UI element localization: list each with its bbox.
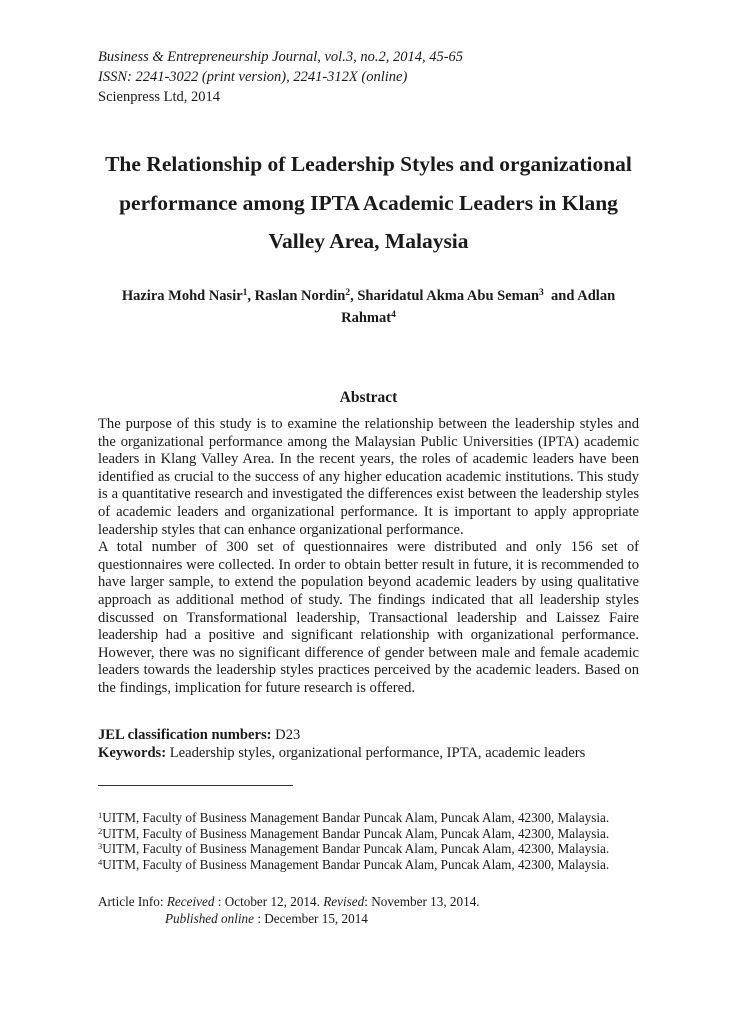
journal-citation: Business & Entrepreneurship Journal, vol.3, no.2, 2014, 45-65 bbox=[98, 49, 464, 65]
affiliation-mark: 4 bbox=[391, 310, 396, 320]
keywords bbox=[98, 744, 585, 762]
abstract-heading: Abstract bbox=[339, 389, 398, 406]
abstract-body bbox=[98, 416, 639, 698]
article-dates-line bbox=[98, 893, 480, 910]
footnote-mark: 1 bbox=[98, 810, 103, 820]
author-name: Sharidatul Akma Abu Seman bbox=[357, 288, 540, 304]
footnote-mark: 2 bbox=[98, 825, 103, 836]
received-date: : October 12, 2014. bbox=[214, 894, 324, 909]
author-name: Adlan bbox=[577, 288, 616, 304]
abstract-paragraph: A total number of 300 set of questionnaires were distributed and only 156 set of questionnaires were collected. In order to obtain better result in future, it is recommended to have larger sample, to extend the population beyond academic leaders by using qualitative approach as additional method of study. The findings indicated that all leadership styles discussed on Transformational leadership, Transactional leadership and Laissez Faire leadership had a positive and significant relationship with organizational performance. However, there was no significant difference of gender between male and female academic leaders towards the leadership styles practices perceived by the academic leaders. Based on the findings, implication for future research is offered. bbox=[98, 539, 639, 696]
article-info-label: Article Info: bbox=[98, 894, 167, 909]
footnote bbox=[98, 857, 609, 873]
author-separator: and bbox=[543, 288, 578, 304]
author-separator: , bbox=[247, 288, 255, 304]
footnote-mark: 3 bbox=[98, 841, 103, 851]
revised-date: : November 13, 2014. bbox=[364, 894, 480, 909]
jel-classification bbox=[98, 726, 585, 744]
footnote-text: UITM, Faculty of Business Management Bandar Puncak Alam, Puncak Alam, 42300, Malaysia. bbox=[102, 841, 610, 856]
footnote-text: UITM, Faculty of Business Management Bandar Puncak Alam, Puncak Alam, 42300, Malaysia. bbox=[102, 856, 610, 872]
footnote-text: UITM, Faculty of Business Management Bandar Puncak Alam, Puncak Alam, 42300, Malaysia. bbox=[102, 825, 610, 841]
author-name: Hazira Mohd Nasir bbox=[121, 288, 243, 304]
jel-value: D23 bbox=[271, 727, 301, 743]
revised-label: Revised bbox=[323, 894, 365, 909]
abstract-paragraph: The purpose of this study is to examine the relationship between the leadership styles and the organizational performance among the Malaysian Public Universities (IPTA) academic leaders in Klang Valley Area. In the recent years, the roles of academic leaders have been identified as crucial to the success of any higher education academic institutions. This study is a quantitative research and investigated the differences exist between the leadership styles of academic leaders and organizational performance. It is important to apply appropriate leadership styles that can enhance organizational performance. bbox=[98, 416, 639, 538]
published-label: Published online bbox=[165, 911, 255, 926]
affiliation-mark: 1 bbox=[242, 288, 248, 298]
footnote bbox=[98, 810, 609, 826]
publisher-line: Scienpress Ltd, 2014 bbox=[98, 89, 221, 105]
affiliation-mark: 3 bbox=[539, 288, 544, 298]
keywords-label: Keywords: bbox=[98, 745, 167, 761]
footnotes bbox=[98, 810, 609, 872]
footnote bbox=[98, 826, 609, 842]
received-label: Received bbox=[166, 894, 215, 909]
author-name: Raslan Nordin bbox=[254, 288, 346, 304]
published-date: : December 15, 2014 bbox=[254, 911, 368, 926]
footnote bbox=[98, 841, 609, 857]
paper-title bbox=[98, 145, 639, 261]
classification-block bbox=[98, 726, 585, 762]
footnote-text: UITM, Faculty of Business Management Bandar Puncak Alam, Puncak Alam, 42300, Malaysia. bbox=[102, 810, 610, 825]
title-line: performance among IPTA Academic Leaders in Klang bbox=[119, 190, 618, 215]
footnote-mark: 4 bbox=[98, 856, 103, 867]
journal-header bbox=[98, 47, 463, 107]
issn-line: ISSN: 2241-3022 (print version), 2241-312X (online) bbox=[98, 69, 408, 85]
title-line: Valley Area, Malaysia bbox=[268, 229, 469, 253]
author-list bbox=[98, 285, 639, 329]
affiliation-mark: 2 bbox=[345, 288, 351, 298]
keywords-value: Leadership styles, organizational performance, IPTA, academic leaders bbox=[166, 745, 586, 761]
published-line bbox=[98, 910, 480, 927]
author-separator: , bbox=[350, 288, 358, 304]
article-info bbox=[98, 893, 480, 927]
author-name-continued: Rahmat bbox=[341, 310, 392, 326]
title-line: The Relationship of Leadership Styles and organizational bbox=[105, 152, 632, 176]
author-line bbox=[98, 307, 639, 329]
author-line bbox=[98, 285, 639, 307]
footnote-divider bbox=[98, 785, 293, 786]
jel-label: JEL classification numbers: bbox=[98, 727, 272, 743]
